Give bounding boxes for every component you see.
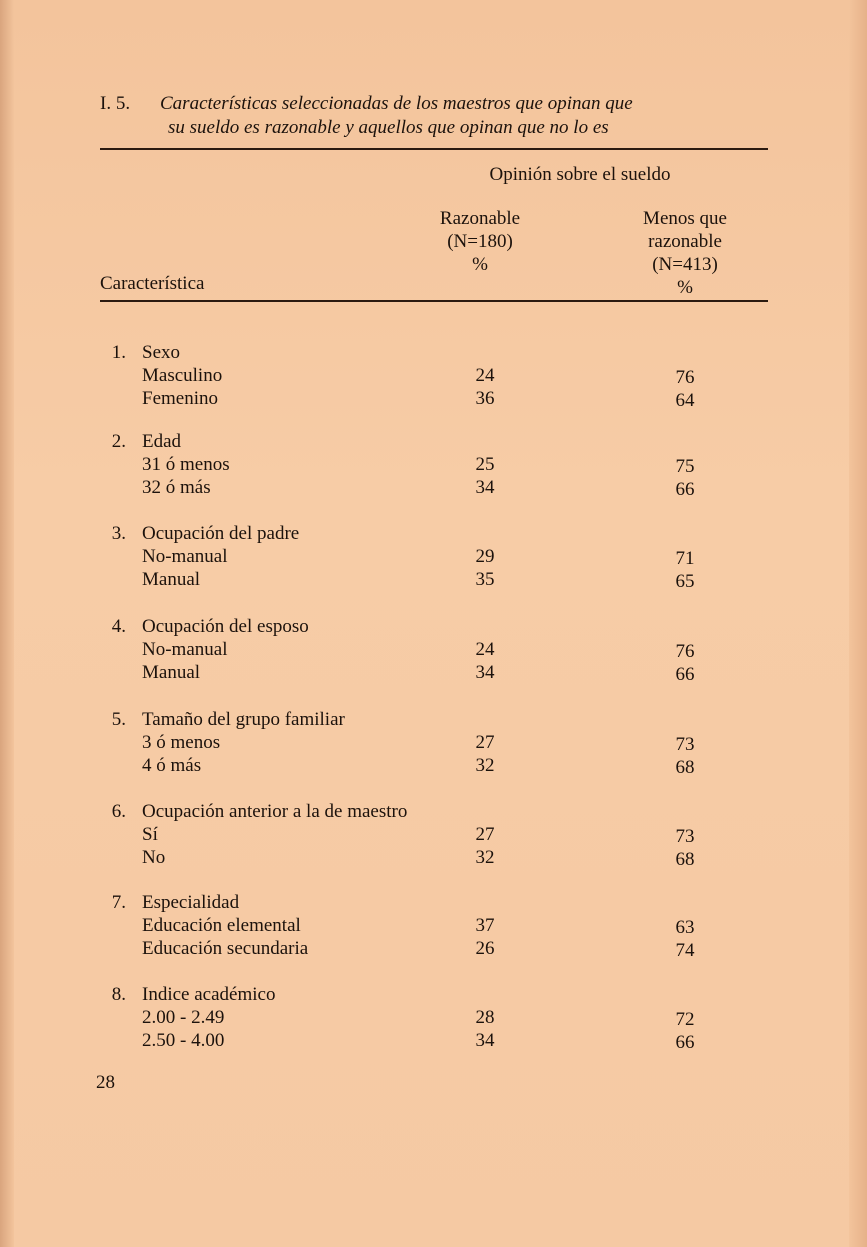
table-row-label: Educación elemental <box>142 915 301 936</box>
header-rule <box>100 300 768 302</box>
value-menos-razonable: 72 <box>675 1009 695 1030</box>
page-edge-left <box>0 0 14 1247</box>
table-row-label: 3 ó menos <box>142 732 221 753</box>
value-menos-razonable: 74 <box>675 940 695 961</box>
col1-line: (N=180) <box>447 231 513 252</box>
section-title: Ocupación del padre <box>142 523 300 544</box>
value-razonable: 35 <box>475 569 495 590</box>
table-row-label: Manual <box>142 662 201 683</box>
table-row-label: 32 ó más <box>142 477 211 498</box>
value-razonable: 34 <box>475 477 495 498</box>
col2-line: razonable <box>648 231 722 252</box>
opinion-header: Opinión sobre el sueldo <box>489 164 671 185</box>
col2-line: % <box>677 277 693 298</box>
table-row-label: Educación secundaria <box>142 938 309 959</box>
table-row-label: Manual <box>142 569 201 590</box>
section-number: 6. <box>111 801 126 822</box>
section-title: Sexo <box>142 342 180 363</box>
section-title: Indice académico <box>142 984 276 1005</box>
value-razonable: 34 <box>475 1030 495 1051</box>
value-menos-razonable: 68 <box>675 757 695 778</box>
value-razonable: 34 <box>475 662 495 683</box>
value-menos-razonable: 65 <box>675 571 695 592</box>
value-menos-razonable: 66 <box>675 479 695 500</box>
section-number: 4. <box>111 616 126 637</box>
section-title: Especialidad <box>142 892 240 913</box>
section-number: 7. <box>111 892 126 913</box>
section-number: 3. <box>111 523 126 544</box>
table-row-label: No-manual <box>142 546 228 567</box>
table-row-label: 31 ó menos <box>142 454 230 475</box>
value-menos-razonable: 64 <box>675 390 695 411</box>
table-row-label: No <box>142 847 166 868</box>
value-menos-razonable: 71 <box>675 548 695 569</box>
table-row-label: No-manual <box>142 639 228 660</box>
col1-line: % <box>472 254 488 275</box>
value-razonable: 37 <box>475 915 495 936</box>
value-razonable: 27 <box>475 824 495 845</box>
value-menos-razonable: 63 <box>675 917 695 938</box>
caption-line-2: su sueldo es razonable y aquellos que opinan que no lo es <box>168 117 609 138</box>
value-menos-razonable: 66 <box>675 1032 695 1053</box>
table-row-label: Femenino <box>142 388 218 409</box>
top-rule <box>100 148 768 150</box>
value-razonable: 32 <box>475 755 495 776</box>
table-number: I. 5. <box>100 93 131 114</box>
section-number: 8. <box>111 984 126 1005</box>
value-razonable: 36 <box>475 388 495 409</box>
section-title: Ocupación anterior a la de maestro <box>142 801 408 822</box>
value-menos-razonable: 66 <box>675 664 695 685</box>
value-razonable: 27 <box>475 732 495 753</box>
section-title: Edad <box>142 431 182 452</box>
section-title: Tamaño del grupo familiar <box>142 709 345 730</box>
value-razonable: 24 <box>475 639 495 660</box>
value-razonable: 28 <box>475 1007 495 1028</box>
section-number: 1. <box>111 342 126 363</box>
section-title: Ocupación del esposo <box>142 616 309 637</box>
col-razonable-header <box>420 207 540 276</box>
col1-line: Razonable <box>439 208 521 229</box>
table-caption <box>160 92 780 140</box>
col2-line: (N=413) <box>652 254 718 275</box>
value-menos-razonable: 73 <box>675 826 695 847</box>
col-menos-header <box>620 207 750 299</box>
table-row-label: 2.50 - 4.00 <box>142 1030 225 1051</box>
value-menos-razonable: 76 <box>675 641 695 662</box>
value-razonable: 29 <box>475 546 495 567</box>
value-razonable: 32 <box>475 847 495 868</box>
table-row-label: 2.00 - 2.49 <box>142 1007 225 1028</box>
table-row-label: Sí <box>142 824 158 845</box>
row-label-header: Característica <box>100 273 205 294</box>
col2-line: Menos que <box>643 208 727 229</box>
value-menos-razonable: 76 <box>675 367 695 388</box>
value-menos-razonable: 75 <box>675 456 695 477</box>
value-razonable: 24 <box>475 365 495 386</box>
value-menos-razonable: 73 <box>675 734 695 755</box>
table-row-label: Masculino <box>142 365 223 386</box>
value-razonable: 25 <box>475 454 495 475</box>
section-number: 2. <box>111 431 126 452</box>
page-edge-right <box>849 0 867 1247</box>
section-number: 5. <box>111 709 126 730</box>
page-number: 28 <box>96 1072 115 1093</box>
value-menos-razonable: 68 <box>675 849 695 870</box>
table-row-label: 4 ó más <box>142 755 202 776</box>
caption-line-1: Características seleccionadas de los maestros que opinan que <box>160 93 633 114</box>
value-razonable: 26 <box>475 938 495 959</box>
